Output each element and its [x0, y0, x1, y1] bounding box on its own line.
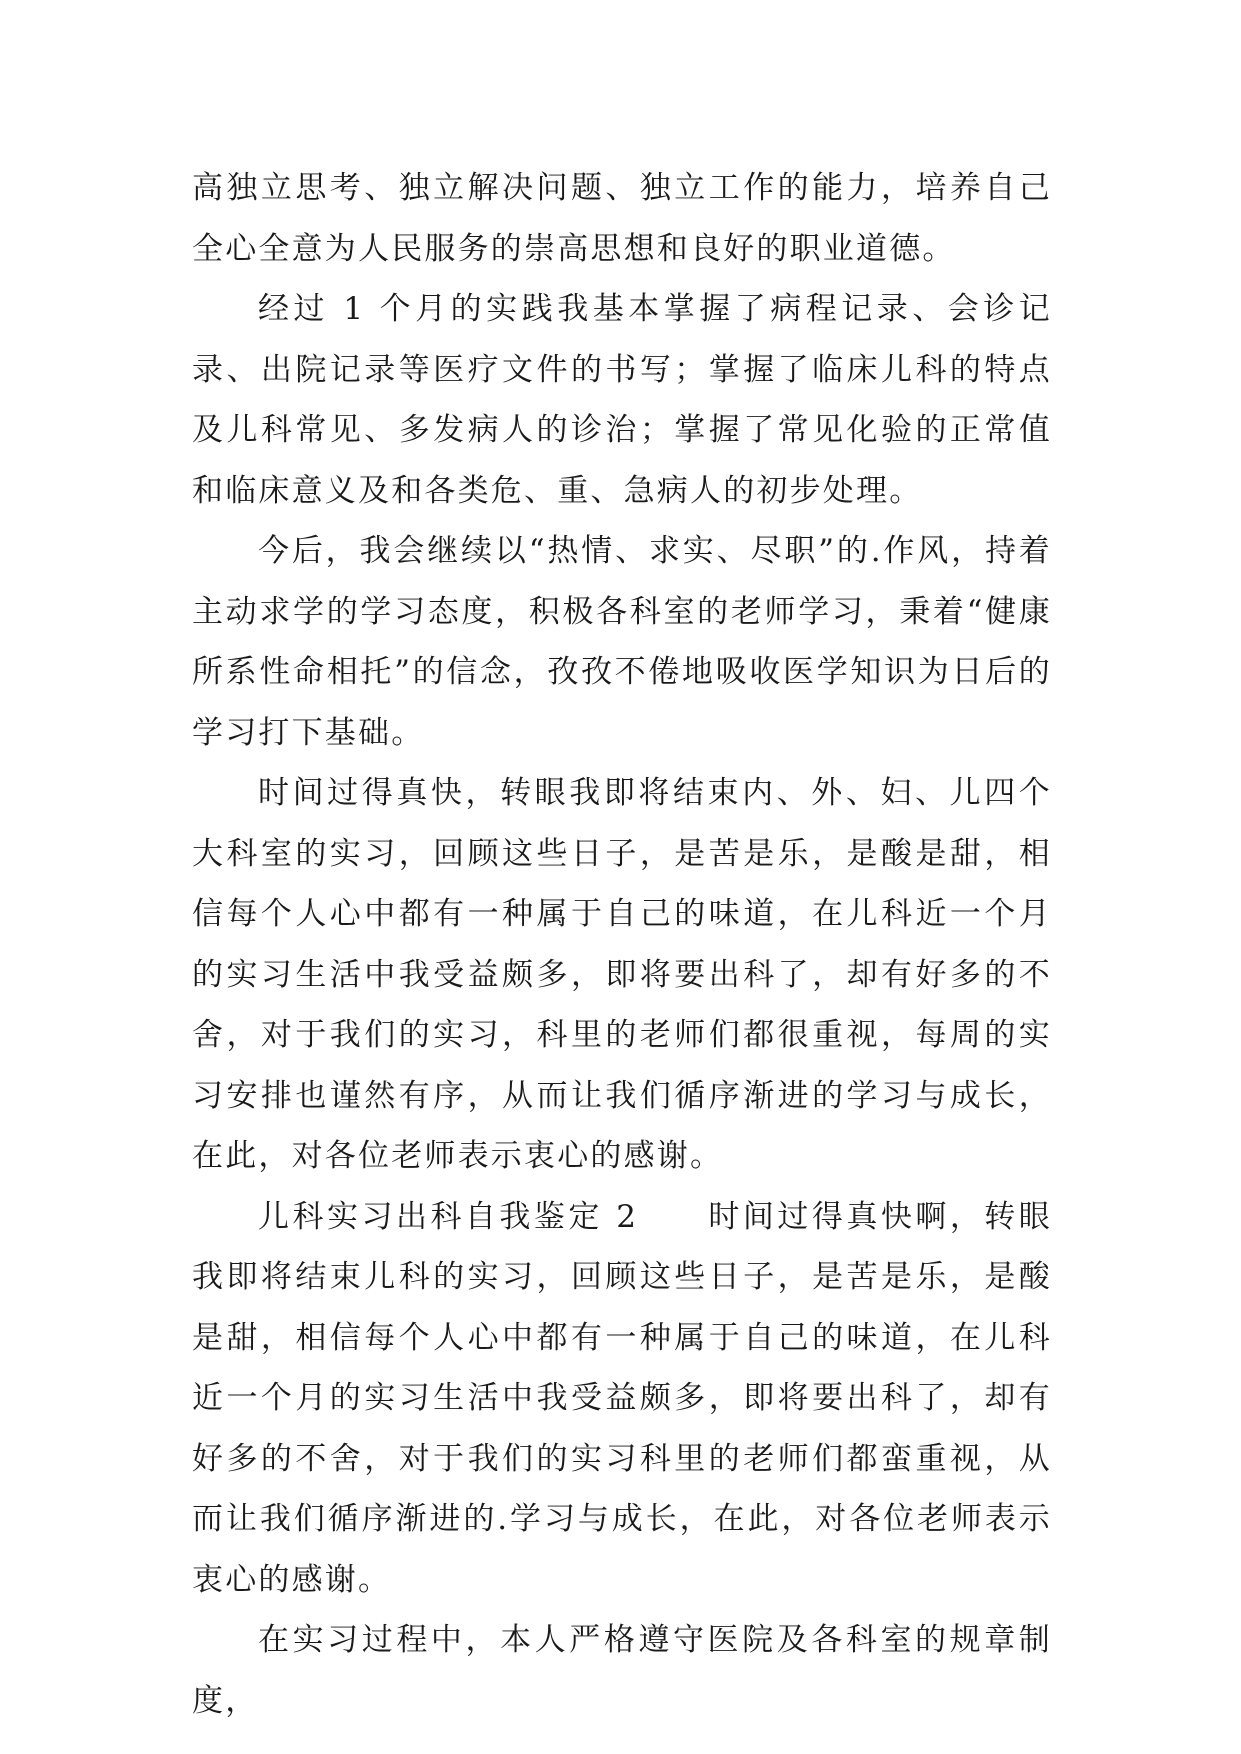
paragraph-rules: 在实习过程中，本人严格遵守医院及各科室的规章制度，	[192, 1622, 1052, 1719]
paragraph-practice-summary: 经过 1 个月的实践我基本掌握了病程记录、会诊记录、出院记录等医疗文件的书写；掌握了临床儿科的特点及儿科常见、多发病人的诊治；掌握了常见化验的正常值和临床意义及和各类危、重、急病人的初步处理。	[192, 291, 1052, 509]
paragraph-gratitude: 时间过得真快，转眼我即将结束内、外、妇、儿四个大科室的实习，回顾这些日子，是苦是乐，是酸是甜，相信每个人心中都有一种属于自己的味道，在儿科近一个月的实习生活中我受益颇多，即将要出科了，却有好多的不舍，对于我们的实习，科里的老师们都很重视，每周的实习安排也谨然有序，从而让我们循序渐进的学习与成长，在此，对各位老师表示衷心的感谢。	[192, 775, 1052, 1174]
document-body	[192, 158, 1052, 1731]
paragraph-self-assessment-2: 儿科实习出科自我鉴定 2 时间过得真快啊，转眼我即将结束儿科的实习，回顾这些日子，是苦是乐，是酸是甜，相信每个人心中都有一种属于自己的味道，在儿科近一个月的实习生活中我受益颇多，即将要出科了，却有好多的不舍，对于我们的实习科里的老师们都蛮重视，从而让我们循序渐进的.学习与成长，在此，对各位老师表示衷心的感谢。	[192, 1198, 1052, 1598]
paragraph-future-plan: 今后，我会继续以“热情、求实、尽职”的.作风，持着主动求学的学习态度，积极各科室的老师学习，秉着“健康所系性命相托”的信念，孜孜不倦地吸收医学知识为日后的学习打下基础。	[192, 533, 1052, 751]
paragraph-continuation: 高独立思考、独立解决问题、独立工作的能力，培养自己全心全意为人民服务的崇高思想和良好的职业道德。	[192, 170, 1052, 267]
